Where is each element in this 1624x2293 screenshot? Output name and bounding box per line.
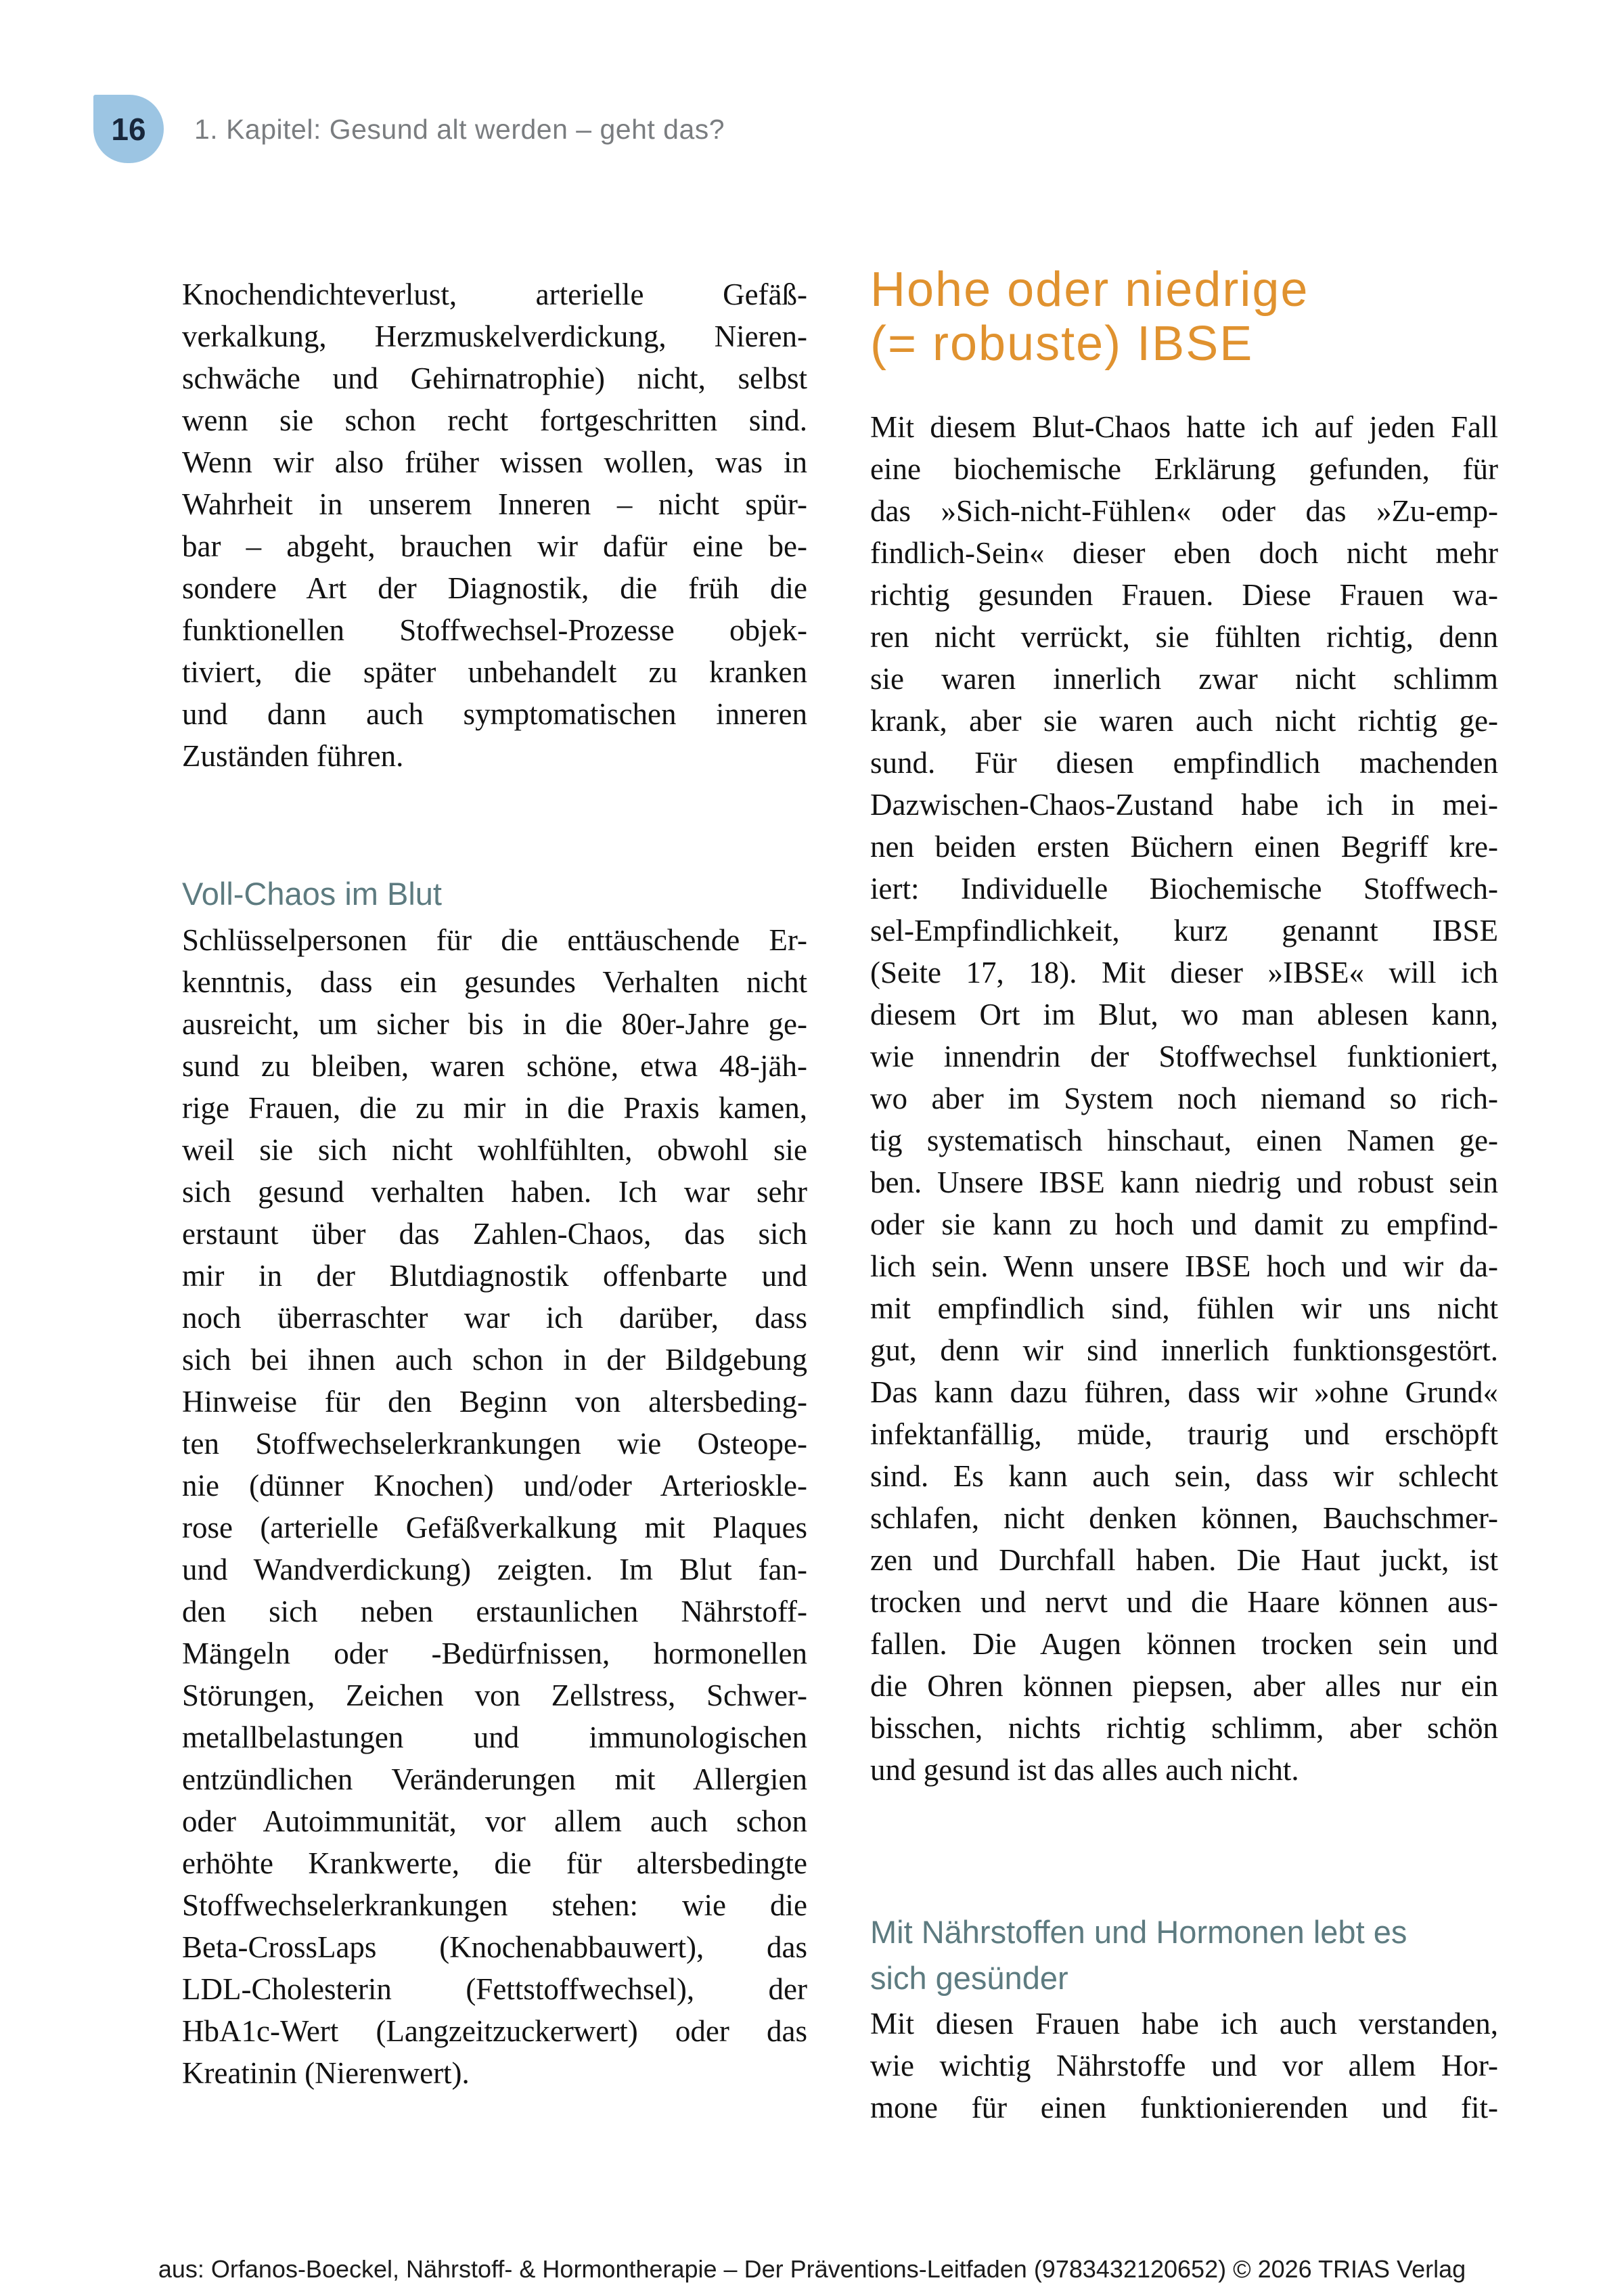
text-line: Dazwischen-Chaos-Zustand habe ich in mei-: [870, 788, 1498, 822]
text-line: Hinweise für den Beginn von altersbeding-: [182, 1385, 807, 1419]
text-line: nen beiden ersten Büchern einen Begriff kre-: [870, 830, 1498, 864]
text-line: mir in der Blutdiagnostik offenbarte und: [182, 1259, 807, 1293]
text-line: metallbelastungen und immunologischen: [182, 1720, 807, 1754]
text-line: und gesund ist das alles auch nicht.: [870, 1753, 1299, 1787]
text-line: mone für einen funktionierenden und fit-: [870, 2091, 1498, 2124]
text-line: wie innendrin der Stoffwechsel funktioniert,: [870, 1040, 1498, 1073]
text-line: ausreicht, um sicher bis in die 80er-Jahre ge-: [182, 1007, 807, 1041]
text-line: Mängeln oder -Bedürfnissen, hormonellen: [182, 1637, 807, 1670]
text-line: rige Frauen, die zu mir in die Praxis kamen,: [182, 1091, 807, 1125]
footer-credit: aus: Orfanos-Boeckel, Nährstoff- & Hormontherapie – Der Präventions-Leitfaden (9783432120652) © 2026 TRIAS Verlag: [158, 2255, 1466, 2283]
text-line: Schlüsselpersonen für die enttäuschende Er-: [182, 923, 807, 957]
text-line: erhöhte Krankwerte, die für altersbedingte: [182, 1846, 807, 1880]
text-line: Das kann dazu führen, dass wir »ohne Grund«: [870, 1375, 1498, 1409]
right-paragraph-2: [870, 2003, 1498, 2129]
chapter-title: 1. Kapitel: Gesund alt werden – geht das?: [194, 114, 725, 145]
text-line: tig systematisch hinschaut, einen Namen ge-: [870, 1123, 1498, 1157]
left-paragraph-1: [182, 273, 807, 777]
text-line: mit empfindlich sind, fühlen wir uns nicht: [870, 1291, 1498, 1325]
text-line: Knochendichteverlust, arterielle Gefäß-: [182, 277, 807, 311]
text-line: lich sein. Wenn unsere IBSE hoch und wir da-: [870, 1249, 1498, 1283]
right-column: [870, 263, 1498, 2129]
page-number-badge: [93, 95, 164, 163]
text-line: iert: Individuelle Biochemische Stoffwech-: [870, 872, 1498, 906]
text-line: Zuständen führen.: [182, 739, 404, 773]
text-line: wie wichtig Nährstoffe und vor allem Hor-: [870, 2049, 1498, 2083]
text-line: sund. Für diesen empfindlich machenden: [870, 746, 1498, 780]
text-line: Beta-CrossLaps (Knochenabbauwert), das: [182, 1930, 807, 1964]
text-line: weil sie sich nicht wohlfühlten, obwohl sie: [182, 1133, 807, 1167]
text-line: oder Autoimmunität, vor allem auch schon: [182, 1804, 807, 1838]
text-line: Stoffwechselerkrankungen stehen: wie die: [182, 1888, 807, 1922]
text-line: oder sie kann zu hoch und damit zu empfind-: [870, 1207, 1498, 1241]
text-line: Wenn wir also früher wissen wollen, was in: [182, 445, 807, 479]
text-line: eine biochemische Erklärung gefunden, für: [870, 452, 1498, 486]
left-paragraph-2: [182, 919, 807, 2094]
text-line: gut, denn wir sind innerlich funktionsgestört.: [870, 1333, 1498, 1367]
right-subheading: [870, 1909, 1498, 2001]
text-line: Wahrheit in unserem Inneren – nicht spür-: [182, 487, 807, 521]
text-line: sich gesund verhalten haben. Ich war sehr: [182, 1175, 807, 1209]
text-line: wo aber im System noch niemand so rich-: [870, 1082, 1498, 1115]
text-line: ren nicht verrückt, sie fühlten richtig, denn: [870, 620, 1498, 654]
text-line: infektanfällig, müde, traurig und erschöpft: [870, 1417, 1498, 1451]
text-line: kenntnis, dass ein gesundes Verhalten nicht: [182, 965, 807, 999]
text-line: schlafen, nicht denken können, Bauchschmer-: [870, 1501, 1498, 1535]
text-line: sund zu bleiben, waren schöne, etwa 48-jäh-: [182, 1049, 807, 1083]
text-line: diesem Ort im Blut, wo man ablesen kann,: [870, 998, 1498, 1031]
left-column: [182, 273, 807, 2094]
text-line: tiviert, die später unbehandelt zu kranken: [182, 655, 807, 689]
text-line: erstaunt über das Zahlen-Chaos, das sich: [182, 1217, 807, 1251]
text-line: funktionellen Stoffwechsel-Prozesse objek-: [182, 613, 807, 647]
text-line: Mit Nährstoffen und Hormonen lebt es: [870, 1914, 1407, 1950]
right-paragraph-1: [870, 406, 1498, 1791]
text-line: bar – abgeht, brauchen wir dafür eine be-: [182, 529, 807, 563]
text-line: entzündlichen Veränderungen mit Allergien: [182, 1762, 807, 1796]
text-line: (Seite 17, 18). Mit dieser »IBSE« will ich: [870, 956, 1498, 989]
text-line: krank, aber sie waren auch nicht richtig ge-: [870, 704, 1498, 738]
text-line: sie waren innerlich zwar nicht schlimm: [870, 662, 1498, 696]
text-line: sind. Es kann auch sein, dass wir schlecht: [870, 1459, 1498, 1493]
text-line: zen und Durchfall haben. Die Haut juckt, ist: [870, 1543, 1498, 1577]
text-line: und Wandverdickung) zeigten. Im Blut fan-: [182, 1553, 807, 1586]
text-line: Hohe oder niedrige: [870, 263, 1309, 317]
text-line: wenn sie schon recht fortgeschritten sind.: [182, 403, 807, 437]
text-line: und dann auch symptomatischen inneren: [182, 697, 807, 731]
text-line: findlich-Sein« dieser eben doch nicht mehr: [870, 536, 1498, 570]
text-line: sondere Art der Diagnostik, die früh die: [182, 571, 807, 605]
text-line: Störungen, Zeichen von Zellstress, Schwer-: [182, 1678, 807, 1712]
text-line: den sich neben erstaunlichen Nährstoff-: [182, 1595, 807, 1628]
text-line: verkalkung, Herzmuskelverdickung, Nieren-: [182, 319, 807, 353]
text-line: fallen. Die Augen können trocken sein und: [870, 1627, 1498, 1661]
text-line: bisschen, nichts richtig schlimm, aber schön: [870, 1711, 1498, 1745]
section-heading-ibse: [870, 263, 1498, 371]
text-line: trocken und nervt und die Haare können aus-: [870, 1585, 1498, 1619]
text-line: sich gesünder: [870, 1960, 1068, 1996]
text-line: rose (arterielle Gefäßverkalkung mit Plaques: [182, 1511, 807, 1544]
text-line: Mit diesem Blut-Chaos hatte ich auf jeden Fall: [870, 410, 1498, 444]
text-line: ben. Unsere IBSE kann niedrig und robust sein: [870, 1165, 1498, 1199]
text-line: LDL-Cholesterin (Fettstoffwechsel), der: [182, 1972, 807, 2006]
text-line: Kreatinin (Nierenwert).: [182, 2056, 470, 2090]
text-line: schwäche und Gehirnatrophie) nicht, selbst: [182, 361, 807, 395]
text-line: (= robuste) IBSE: [870, 317, 1254, 371]
left-subheading: [182, 876, 807, 912]
left-subheading-text: Voll-Chaos im Blut: [182, 876, 442, 912]
page-number: 16: [111, 111, 146, 147]
text-line: HbA1c-Wert (Langzeitzuckerwert) oder das: [182, 2014, 807, 2048]
text-line: ten Stoffwechselerkrankungen wie Osteope-: [182, 1427, 807, 1461]
text-line: richtig gesunden Frauen. Diese Frauen wa-: [870, 578, 1498, 612]
text-line: nie (dünner Knochen) und/oder Arterioskle-: [182, 1469, 807, 1502]
text-line: noch überraschter war ich darüber, dass: [182, 1301, 807, 1335]
text-line: sel-Empfindlichkeit, kurz genannt IBSE: [870, 914, 1498, 948]
text-line: sich bei ihnen auch schon in der Bildgebung: [182, 1343, 807, 1377]
text-line: die Ohren können piepsen, aber alles nur ein: [870, 1669, 1498, 1703]
text-line: das »Sich-nicht-Fühlen« oder das »Zu-emp-: [870, 494, 1498, 528]
text-line: Mit diesen Frauen habe ich auch verstanden,: [870, 2007, 1498, 2041]
